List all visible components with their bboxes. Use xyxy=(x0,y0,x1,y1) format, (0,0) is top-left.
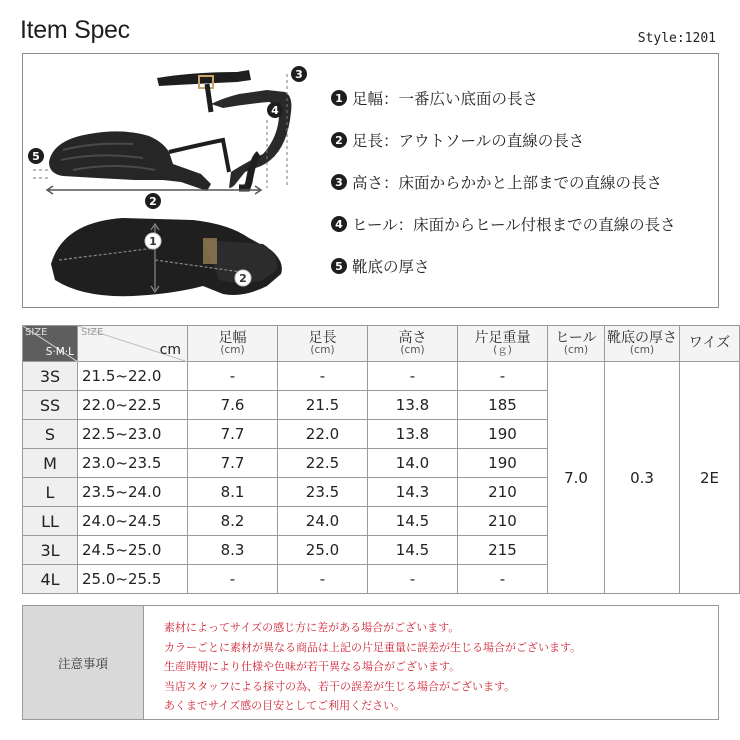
width-cell: 8.1 xyxy=(188,478,278,507)
length-cell: 22.5 xyxy=(278,449,368,478)
legend-item xyxy=(331,171,676,193)
size-cell: SS xyxy=(23,391,78,420)
width-cell: 8.3 xyxy=(188,536,278,565)
width-cell: 7.6 xyxy=(188,391,278,420)
height-cell: 13.8 xyxy=(368,420,458,449)
column-header: 足幅 (cm) xyxy=(188,326,278,362)
diagram-marker-3 xyxy=(291,66,307,82)
table-row xyxy=(23,362,740,391)
weight-cell: 210 xyxy=(458,507,548,536)
column-header: 高さ (cm) xyxy=(368,326,458,362)
sole-thickness-cell: 0.3 xyxy=(605,362,680,594)
diagram-marker-5 xyxy=(28,148,44,164)
weight-cell: - xyxy=(458,362,548,391)
number-badge-icon: 1 xyxy=(331,90,347,106)
notes-box xyxy=(22,605,719,720)
number-badge-icon: 2 xyxy=(331,132,347,148)
legend-item xyxy=(331,255,676,277)
height-cell: 13.8 xyxy=(368,391,458,420)
diagram-marker-2-side xyxy=(145,193,161,209)
cm-range-cell: 24.5~25.0 xyxy=(78,536,188,565)
size-corner-header: SIZE S·M·L xyxy=(23,326,78,362)
legend-item xyxy=(331,87,676,109)
svg-text:3: 3 xyxy=(295,68,303,81)
table-header-row xyxy=(23,326,740,362)
length-cell: 21.5 xyxy=(278,391,368,420)
cm-header: SIZE cm xyxy=(78,326,188,362)
width-cell: - xyxy=(188,362,278,391)
spec-diagram-panel xyxy=(22,53,719,308)
width-cell: 7.7 xyxy=(188,449,278,478)
note-line: あくまでサイズ感の目安としてご利用ください。 xyxy=(164,699,406,712)
size-cell: 3L xyxy=(23,536,78,565)
cm-range-cell: 25.0~25.5 xyxy=(78,565,188,594)
svg-text:2: 2 xyxy=(149,195,157,208)
measurement-legend xyxy=(331,87,676,297)
legend-text: 靴底の厚さ xyxy=(352,258,430,276)
length-cell: 25.0 xyxy=(278,536,368,565)
length-cell: - xyxy=(278,565,368,594)
svg-text:4: 4 xyxy=(271,104,279,117)
width-cell: - xyxy=(188,565,278,594)
height-cell: 14.3 xyxy=(368,478,458,507)
legend-item xyxy=(331,129,676,151)
cm-range-cell: 22.5~23.0 xyxy=(78,420,188,449)
width-cell: 7.7 xyxy=(188,420,278,449)
size-cell: 3S xyxy=(23,362,78,391)
svg-text:1: 1 xyxy=(149,235,157,248)
legend-text: 足長：アウトソールの直線の長さ xyxy=(352,132,585,150)
column-header: 片足重量 (ｇ) xyxy=(458,326,548,362)
height-cell: - xyxy=(368,565,458,594)
weight-cell: - xyxy=(458,565,548,594)
weight-cell: 210 xyxy=(458,478,548,507)
note-line: 素材によってサイズの感じ方に差がある場合がございます。 xyxy=(164,621,460,634)
weight-cell: 215 xyxy=(458,536,548,565)
number-badge-icon: 4 xyxy=(331,216,347,232)
note-line: 当店スタッフによる採寸の為、若干の誤差が生じる場合がございます。 xyxy=(164,679,516,693)
length-cell: 22.0 xyxy=(278,420,368,449)
notes-label: 注意事項 xyxy=(23,606,144,719)
sole-label xyxy=(203,238,217,264)
length-cell: - xyxy=(278,362,368,391)
weight-cell: 185 xyxy=(458,391,548,420)
size-cell: 4L xyxy=(23,565,78,594)
weight-cell: 190 xyxy=(458,420,548,449)
height-cell: 14.5 xyxy=(368,507,458,536)
column-header: 靴底の厚さ (cm) xyxy=(605,326,680,362)
diagram-marker-1 xyxy=(145,233,161,249)
cm-range-cell: 23.5~24.0 xyxy=(78,478,188,507)
diagram-marker-4 xyxy=(267,102,283,118)
column-header: ワイズ xyxy=(680,326,740,362)
notes-body xyxy=(144,606,581,719)
page-title: Item Spec xyxy=(20,16,130,44)
style-code: Style:1201 xyxy=(637,31,716,46)
diagram-marker-2-sole xyxy=(235,270,251,286)
svg-text:2: 2 xyxy=(239,272,247,285)
legend-text: 高さ：床面からかかと上部までの直線の長さ xyxy=(352,174,663,192)
note-line: 生産時期により仕様や色味が若干異なる場合がございます。 xyxy=(164,660,461,673)
height-cell: 14.0 xyxy=(368,449,458,478)
wise-cell: 2E xyxy=(680,362,740,594)
number-badge-icon: 5 xyxy=(331,258,347,274)
length-cell: 24.0 xyxy=(278,507,368,536)
size-cell: LL xyxy=(23,507,78,536)
legend-item xyxy=(331,213,676,235)
shoe-measurement-diagram xyxy=(23,54,323,307)
weight-cell: 190 xyxy=(458,449,548,478)
length-arrow xyxy=(47,186,261,194)
number-badge-icon: 3 xyxy=(331,174,347,190)
heel-cell: 7.0 xyxy=(548,362,605,594)
legend-text: ヒール：床面からヒール付根までの直線の長さ xyxy=(352,216,676,234)
size-cell: S xyxy=(23,420,78,449)
cm-range-cell: 21.5~22.0 xyxy=(78,362,188,391)
height-cell: - xyxy=(368,362,458,391)
width-cell: 8.2 xyxy=(188,507,278,536)
cm-range-cell: 22.0~22.5 xyxy=(78,391,188,420)
svg-text:5: 5 xyxy=(32,150,40,163)
column-header: ヒール (cm) xyxy=(548,326,605,362)
shoe-side-view xyxy=(49,70,291,191)
length-cell: 23.5 xyxy=(278,478,368,507)
size-table xyxy=(22,325,740,594)
legend-text: 足幅：一番広い底面の長さ xyxy=(352,90,539,108)
note-line: カラーごとに素材が異なる商品は上記の片足重量に誤差が生じる場合がございます。 xyxy=(164,640,582,654)
column-header: 足長 (cm) xyxy=(278,326,368,362)
cm-range-cell: 24.0~24.5 xyxy=(78,507,188,536)
size-cell: M xyxy=(23,449,78,478)
size-cell: L xyxy=(23,478,78,507)
cm-range-cell: 23.0~23.5 xyxy=(78,449,188,478)
height-cell: 14.5 xyxy=(368,536,458,565)
